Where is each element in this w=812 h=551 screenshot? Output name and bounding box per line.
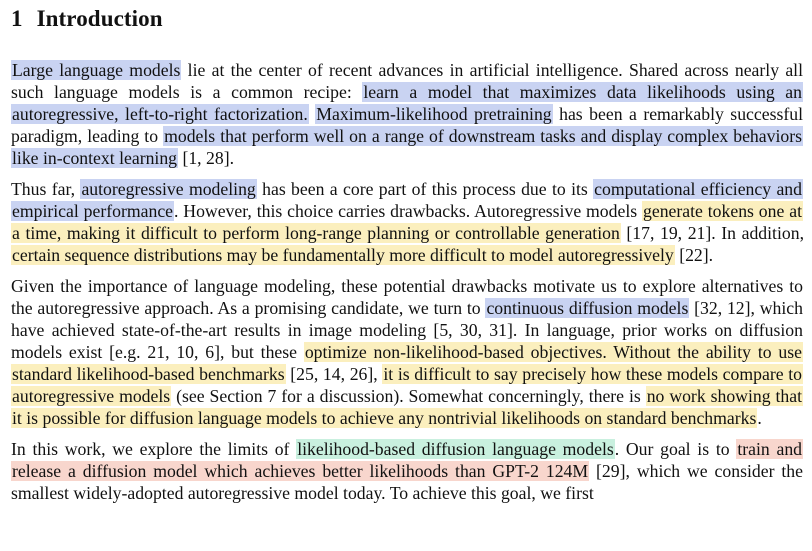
highlight-blue: autoregressive modeling xyxy=(81,179,256,199)
highlight-yellow: certain sequence distributions may be fundamentally more difficult to model autoregressively xyxy=(12,245,674,265)
text-run: . However, this choice carries drawbacks. Autoregressive models xyxy=(174,201,642,221)
paragraph xyxy=(11,275,803,429)
highlight-blue: continuous diffusion models xyxy=(486,298,689,318)
paragraph xyxy=(11,59,803,169)
text-run: has been a remarkably successful paradigm, leading to xyxy=(11,104,804,146)
text-run: lie at the center of recent advances in artificial intelligence. Shared across nearly all such language models is a common recipe: xyxy=(11,60,803,102)
text-run: . xyxy=(757,408,762,428)
highlight-blue: learn a model that maximizes data likelihoods using an autoregressive, left-to-right factorization. xyxy=(12,82,802,124)
highlight-blue: models that perform well on a range of downstream tasks and display complex behaviors like in-context learning xyxy=(12,126,802,168)
text-run: [22]. xyxy=(674,245,714,265)
section-heading xyxy=(11,6,803,32)
highlight-red: train and release a diffusion model which achieves better likelihoods than GPT-2 124M xyxy=(12,439,803,481)
highlight-green: likelihood-based diffusion language models xyxy=(297,439,614,459)
text-run: [32, 12], which have achieved state-of-the-art results in image modeling [5, 30, 31]. In language, prior works on diffusion models exist [e.g. 21, 10, 6], but these xyxy=(11,298,803,362)
section-number: 1 xyxy=(11,6,23,31)
paragraph xyxy=(11,438,803,504)
highlight-blue: Maximum-likelihood pretraining xyxy=(316,104,552,124)
highlight-blue: computational efficiency and empirical performance xyxy=(12,179,802,221)
text-run: In this work, we explore the limits of xyxy=(11,439,297,459)
text-run: has been a core part of this process due to its xyxy=(256,179,594,199)
section-title: Introduction xyxy=(36,6,163,31)
text-run: [25, 14, 26], xyxy=(285,364,383,384)
highlight-yellow: optimize non-likelihood-based objectives. Without the ability to use standard likelihood-based benchmarks xyxy=(12,342,802,384)
text-run: [17, 19, 21]. In addition, xyxy=(620,223,804,243)
text-run: . Our goal is to xyxy=(614,439,737,459)
highlight-yellow: it is difficult to say precisely how these models compare to autoregressive models xyxy=(12,364,802,406)
highlight-yellow: no work showing that it is possible for diffusion language models to achieve any nontrivial likelihoods on standard benchmarks xyxy=(12,386,802,428)
text-run: [29], which we consider the smallest widely-adopted autoregressive model today. To achieve this goal, we first xyxy=(11,461,803,503)
highlight-yellow: generate tokens one at a time, making it difficult to perform long-range planning or controllable generation xyxy=(12,201,802,243)
text-run: [1, 28]. xyxy=(178,148,235,168)
text-run: (see Section 7 for a discussion). Somewhat concerningly, there is xyxy=(171,386,646,406)
highlight-blue: Large language models xyxy=(12,60,181,80)
paragraph xyxy=(11,178,803,266)
text-run: Thus far, xyxy=(11,179,81,199)
text-run: Given the importance of language modeling, these potential drawbacks motivate us to explore alternatives to the autoregressive approach. As a promising candidate, we turn to xyxy=(11,276,803,318)
